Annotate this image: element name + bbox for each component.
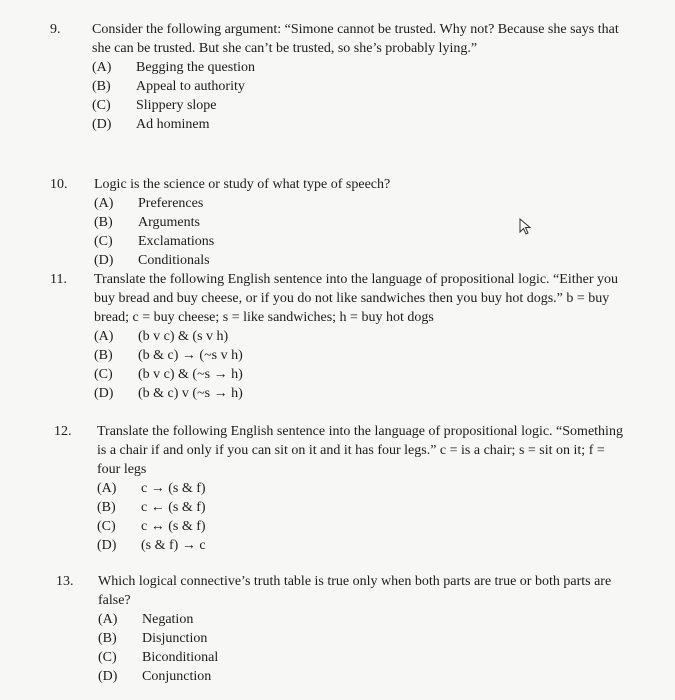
answer-option-a[interactable]: (A) c → (s & f)	[97, 481, 206, 496]
answer-option-a[interactable]: (A) Begging the question	[92, 60, 255, 75]
answer-option-c[interactable]: (C) Biconditional	[98, 650, 219, 665]
question-stem: Translate the following English sentence into the language of propositional logic. “Either you buy bread and buy cheese, or if you do not like sandwiches then you buy hot dogs.” b = buy bread; c = buy cheese; s = like sandwiches; h = buy hot dogs	[94, 272, 618, 325]
answer-option-b[interactable]: (B) Arguments	[94, 215, 200, 230]
question-number: 9.	[50, 22, 61, 37]
answer-option-d[interactable]: (D) Conditionals	[94, 253, 210, 268]
question-stem: Which logical connective’s truth table is true only when both parts are true or both parts are false?	[98, 574, 612, 608]
question-number: 10.	[50, 177, 68, 192]
answer-option-c[interactable]: (C) Exclamations	[94, 234, 215, 249]
answer-option-c[interactable]: (C) c ↔ (s & f)	[97, 519, 206, 534]
question-stem: Translate the following English sentence into the language of propositional logic. “Something is a chair if and only if you can sit on it and it has four legs.” c = is a chair; s = sit on it; f = four legs	[97, 424, 623, 477]
answer-option-b[interactable]: (B) (b & c) → (~s v h)	[94, 348, 243, 363]
answer-option-d[interactable]: (D) Ad hominem	[92, 117, 210, 132]
answer-option-d[interactable]: (D) (b & c) v (~s → h)	[94, 386, 243, 401]
question-number: 12.	[54, 424, 72, 439]
question-stem: Consider the following argument: “Simone cannot be trusted. Why not? Because she says that she can be trusted. But she can’t be trusted, so she’s probably lying.”	[92, 22, 619, 56]
answer-option-b[interactable]: (B) Disjunction	[98, 631, 208, 646]
answer-option-d[interactable]: (D) (s & f) → c	[97, 538, 206, 553]
answer-option-c[interactable]: (C) Slippery slope	[92, 98, 217, 113]
question-stem: Logic is the science or study of what type of speech?	[94, 177, 391, 192]
answer-option-a[interactable]: (A) (b v c) & (s v h)	[94, 329, 229, 344]
answer-option-c[interactable]: (C) (b v c) & (~s → h)	[94, 367, 243, 382]
answer-option-b[interactable]: (B) c ← (s & f)	[97, 500, 206, 515]
answer-option-b[interactable]: (B) Appeal to authority	[92, 79, 245, 94]
mouse-pointer-icon	[519, 218, 533, 236]
answer-option-a[interactable]: (A) Preferences	[94, 196, 204, 211]
answer-option-d[interactable]: (D) Conjunction	[98, 669, 212, 684]
answer-option-a[interactable]: (A) Negation	[98, 612, 194, 627]
question-number: 11.	[50, 272, 67, 287]
question-number: 13.	[56, 574, 74, 589]
